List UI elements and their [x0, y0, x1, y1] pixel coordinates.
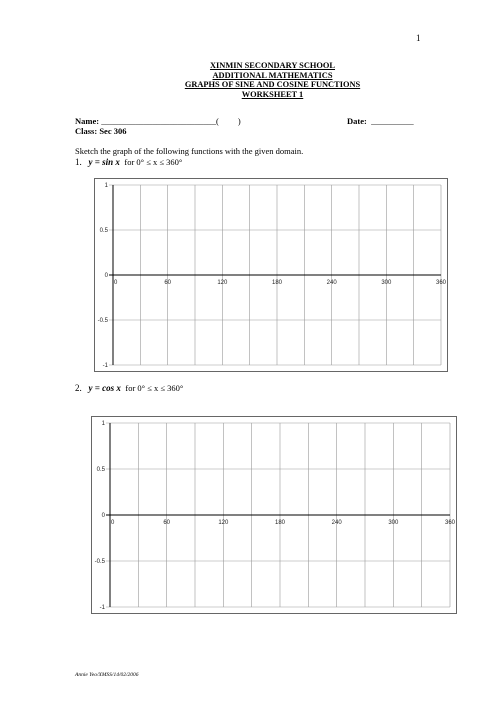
x-tick-label: 120 — [217, 280, 228, 286]
date-field: __________ — [371, 116, 414, 126]
date-label: Date: — [347, 116, 367, 126]
name-field: ___________________________( ) — [101, 116, 241, 126]
y-tick-label: 1 — [104, 183, 108, 189]
sine-graph-grid — [94, 178, 448, 372]
x-tick-label: 120 — [218, 520, 229, 526]
y-tick-label: 0 — [101, 513, 105, 519]
topic-title: GRAPHS OF SINE AND COSINE FUNCTIONS — [184, 80, 361, 90]
question-domain: for 0° ≤ x ≤ 360° — [125, 383, 184, 393]
cosine-graph-grid — [91, 416, 457, 614]
y-tick-label: -1 — [99, 605, 105, 611]
y-tick-label: -0.5 — [97, 318, 108, 324]
question-number: 2. — [75, 383, 82, 393]
x-tick-label: 60 — [163, 520, 171, 526]
y-tick-label: -1 — [102, 363, 108, 369]
question-number: 1. — [75, 157, 82, 167]
subject-name: ADDITIONAL MATHEMATICS — [212, 70, 333, 80]
question-domain: for 0° ≤ x ≤ 360° — [124, 157, 183, 167]
y-tick-label: 0.5 — [99, 228, 108, 234]
x-tick-label: 360 — [435, 280, 447, 286]
question-2 — [75, 383, 183, 393]
question-equation: y = cos x — [88, 383, 121, 393]
x-tick-label: 60 — [164, 280, 172, 286]
school-name: XINMIN SECONDARY SCHOOL — [209, 61, 336, 70]
question-1 — [75, 157, 182, 167]
x-tick-label: 0 — [114, 280, 118, 286]
x-tick-label: 240 — [331, 520, 342, 526]
x-tick-label: 300 — [388, 520, 399, 526]
graph-canvas — [92, 417, 456, 613]
class-label: Class: Sec 306 — [75, 126, 127, 136]
x-tick-label: 180 — [274, 520, 286, 526]
date-row — [347, 116, 414, 126]
x-tick-label: 180 — [271, 280, 283, 286]
x-tick-label: 360 — [444, 520, 456, 526]
y-tick-label: 0 — [104, 273, 108, 279]
y-tick-label: 1 — [101, 421, 105, 427]
x-tick-label: 240 — [326, 280, 337, 286]
worksheet-header — [0, 61, 500, 99]
name-row — [75, 116, 241, 126]
y-tick-label: -0.5 — [94, 559, 105, 565]
y-tick-label: 0.5 — [96, 467, 105, 473]
question-equation: y = sin x — [88, 157, 120, 167]
graph-canvas — [95, 179, 447, 371]
x-tick-label: 300 — [381, 280, 392, 286]
x-tick-label: 0 — [111, 520, 115, 526]
instruction-text: Sketch the graph of the following functions with the given domain. — [75, 146, 304, 156]
page-number: 1 — [416, 33, 421, 43]
worksheet-title: WORKSHEET 1 — [241, 89, 304, 99]
name-label: Name: — [75, 116, 100, 126]
footer-credit: Annie Yeo/XMSS/14/02/2006 — [75, 672, 139, 678]
